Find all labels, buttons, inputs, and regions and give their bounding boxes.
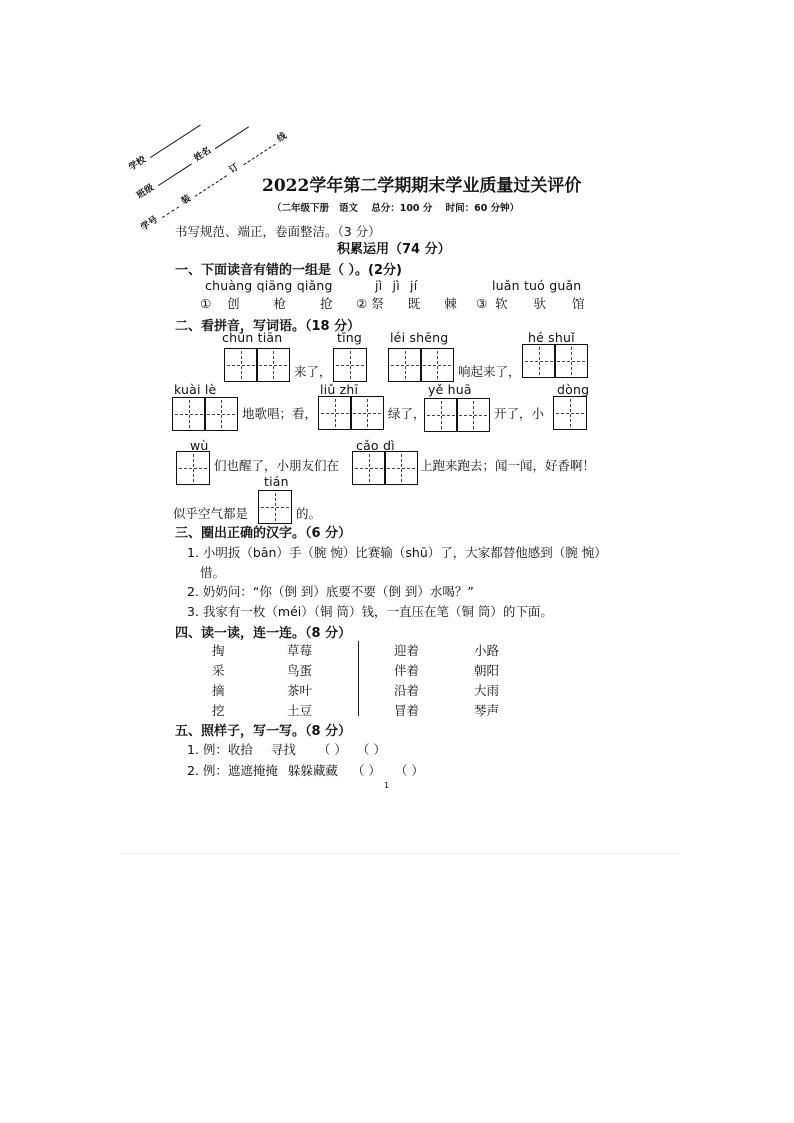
q5-ex1-word: 寻找 <box>270 742 296 757</box>
q3-item-2[interactable]: 2. 奶奶问：“你（倒 到）底要不要（倒 到）水喝？” <box>187 584 474 599</box>
line-mark: 线 <box>275 131 289 145</box>
q1-char: 祭 <box>371 296 384 311</box>
pinyin-caodi: cǎo dì <box>356 438 395 453</box>
noun-item[interactable]: 朝阳 <box>474 663 500 678</box>
q1-char: 抢 <box>320 296 333 311</box>
q1-pinyin-2: jì jì jí <box>375 278 418 293</box>
q1-char: 既 <box>407 296 421 311</box>
dash-line <box>195 175 227 197</box>
q1-label-2: ② <box>356 296 368 311</box>
pinyin-kuaile: kuài lè <box>174 382 217 397</box>
class-label: 班级 <box>135 182 156 202</box>
q3-title: 三、圈出正确的汉字。（6 分） <box>175 526 352 541</box>
pinyin-tian: tián <box>264 474 289 489</box>
answer-box-leisheng[interactable] <box>388 348 453 382</box>
q3-item-3[interactable]: 3. 我家有一枚（méi）（铜 筒）钱，一直压在笔（铜 筒）的下面。 <box>187 604 553 619</box>
q1-pinyin-3: luǎn tuó guǎn <box>492 278 582 293</box>
subject-text: 语文 <box>338 203 358 214</box>
noun-item[interactable]: 土豆 <box>287 703 313 718</box>
pinyin-ting: tīng <box>337 330 363 345</box>
q2-text-7: 上跑来跑去；闻一闻，好香啊！ <box>420 458 596 473</box>
noun-item[interactable]: 鸟蛋 <box>287 663 313 678</box>
dash-line <box>243 144 275 166</box>
q2-title: 二、看拼音，写词语。（18 分） <box>175 319 361 334</box>
q1-char: 馆 <box>572 296 585 311</box>
q5-example-1 <box>187 740 386 758</box>
q1-char: 棘 <box>444 296 457 311</box>
verb-item[interactable]: 冒着 <box>394 703 420 718</box>
answer-box-ting[interactable] <box>333 348 365 382</box>
verb-item[interactable]: 采 <box>212 663 225 678</box>
verb-item[interactable]: 摘 <box>212 683 225 698</box>
answer-box-yehua[interactable] <box>424 398 489 432</box>
q2-text-3: 地歌唱；看， <box>242 406 318 421</box>
q5-ex2-word: 躲躲藏藏 <box>287 763 338 778</box>
q1-char: 枪 <box>273 296 287 311</box>
noun-item[interactable]: 大雨 <box>474 683 500 698</box>
q2-text-9: 的。 <box>296 506 322 521</box>
q2-text-4: 绿了， <box>388 406 426 421</box>
pinyin-yehua: yě huā <box>428 382 472 397</box>
school-label: 学校 <box>127 154 148 174</box>
answer-box-dong[interactable] <box>553 396 585 430</box>
noun-item[interactable]: 琴声 <box>474 703 500 718</box>
exam-title: 2022学年第二学期期末学业质量过关评价 <box>262 176 582 196</box>
q5-ex2-label: 2. 例：遮遮掩掩 <box>187 763 278 778</box>
verb-item[interactable]: 挖 <box>212 703 225 718</box>
q3-item-1-cont: 惜。 <box>200 565 226 580</box>
q1-title: 一、下面读音有错的一组是（ ）。(2分) <box>175 263 402 278</box>
noun-item[interactable]: 小路 <box>474 643 500 658</box>
q1-pinyin-1: chuàng qiāng qiǎng <box>205 278 333 293</box>
q2-text-8: 似乎空气都是 <box>173 506 249 521</box>
answer-box-liuzhi[interactable] <box>318 396 383 430</box>
q5-ex2-blank-2[interactable]: （ ） <box>394 763 424 778</box>
q1-label-3: ③ <box>476 296 488 311</box>
q2-text-5: 开了，小 <box>494 406 545 421</box>
pinyin-leisheng: léi shēng <box>390 330 449 345</box>
verb-item[interactable]: 伴着 <box>394 663 420 678</box>
q5-title: 五、照样子，写一写。（8 分） <box>175 724 352 739</box>
dash-line <box>162 206 179 218</box>
grade-text: （二年级下册 <box>272 203 330 214</box>
verb-item[interactable]: 掏 <box>212 643 225 658</box>
class-blank[interactable] <box>158 163 192 186</box>
bind-mark: 订 <box>227 162 241 176</box>
verb-item[interactable]: 迎着 <box>394 643 420 658</box>
answer-box-kuaile[interactable] <box>172 397 237 431</box>
noun-item[interactable]: 茶叶 <box>287 683 313 698</box>
answer-box-chuntian[interactable] <box>224 348 289 382</box>
name-blank[interactable] <box>215 126 249 149</box>
q5-example-2 <box>187 761 424 779</box>
q1-char: 驮 <box>533 296 547 311</box>
pinyin-chuntian: chūn tiān <box>222 330 283 345</box>
q5-ex1-blank-2[interactable]: （ ） <box>356 742 386 757</box>
q1-group-3[interactable] <box>476 294 585 312</box>
q2-text-6: 们也醒了，小朋友们在 <box>214 458 340 473</box>
answer-box-caodi[interactable] <box>352 451 417 485</box>
answer-box-heshui[interactable] <box>522 344 587 378</box>
q1-char: 创 <box>227 296 240 311</box>
verb-item[interactable]: 沿着 <box>394 683 420 698</box>
time-text: 时间：60 分钟） <box>445 203 520 214</box>
page-number: 1 <box>384 781 390 790</box>
q2-text-1: 来了， <box>294 364 332 379</box>
q1-label-1: ① <box>200 296 212 311</box>
q1-group-2[interactable] <box>356 294 457 312</box>
noun-item[interactable]: 草莓 <box>287 643 313 658</box>
pinyin-dong: dòng <box>557 382 590 397</box>
seal-mark: 装 <box>179 193 193 207</box>
q1-char: 软 <box>495 296 508 311</box>
score-text: 总分：100 分 <box>371 203 433 214</box>
q3-item-1[interactable]: 1. 小明扳（bān）手（腕 惋）比赛输（shū）了，大家都替他感到（腕 惋） <box>187 545 607 560</box>
name-label: 姓名 <box>192 145 214 164</box>
q5-ex1-blank-1[interactable]: （ ） <box>317 742 347 757</box>
answer-box-wu[interactable] <box>176 451 208 485</box>
q5-ex1-label: 1. 例：收拾 <box>187 742 253 757</box>
q1-group-1[interactable] <box>200 294 333 312</box>
pinyin-heshui: hé shuǐ <box>528 330 575 345</box>
exam-info <box>272 200 519 214</box>
answer-box-tian[interactable] <box>258 490 290 524</box>
pinyin-liuzhi: liǔ zhī <box>320 382 359 397</box>
q5-ex2-blank-1[interactable]: （ ） <box>351 763 381 778</box>
q4-title: 四、读一读，连一连。（8 分） <box>175 626 352 641</box>
pinyin-wu: wù <box>190 438 209 453</box>
part-title: 积累运用（74 分） <box>337 242 451 257</box>
q2-text-2: 响起来了， <box>458 364 521 379</box>
student-no-label: 学号 <box>139 214 160 234</box>
writing-note: 书写规范、端正，卷面整洁。（3 分） <box>175 224 381 239</box>
scan-edge-line <box>120 853 680 854</box>
matching-divider <box>358 641 359 716</box>
